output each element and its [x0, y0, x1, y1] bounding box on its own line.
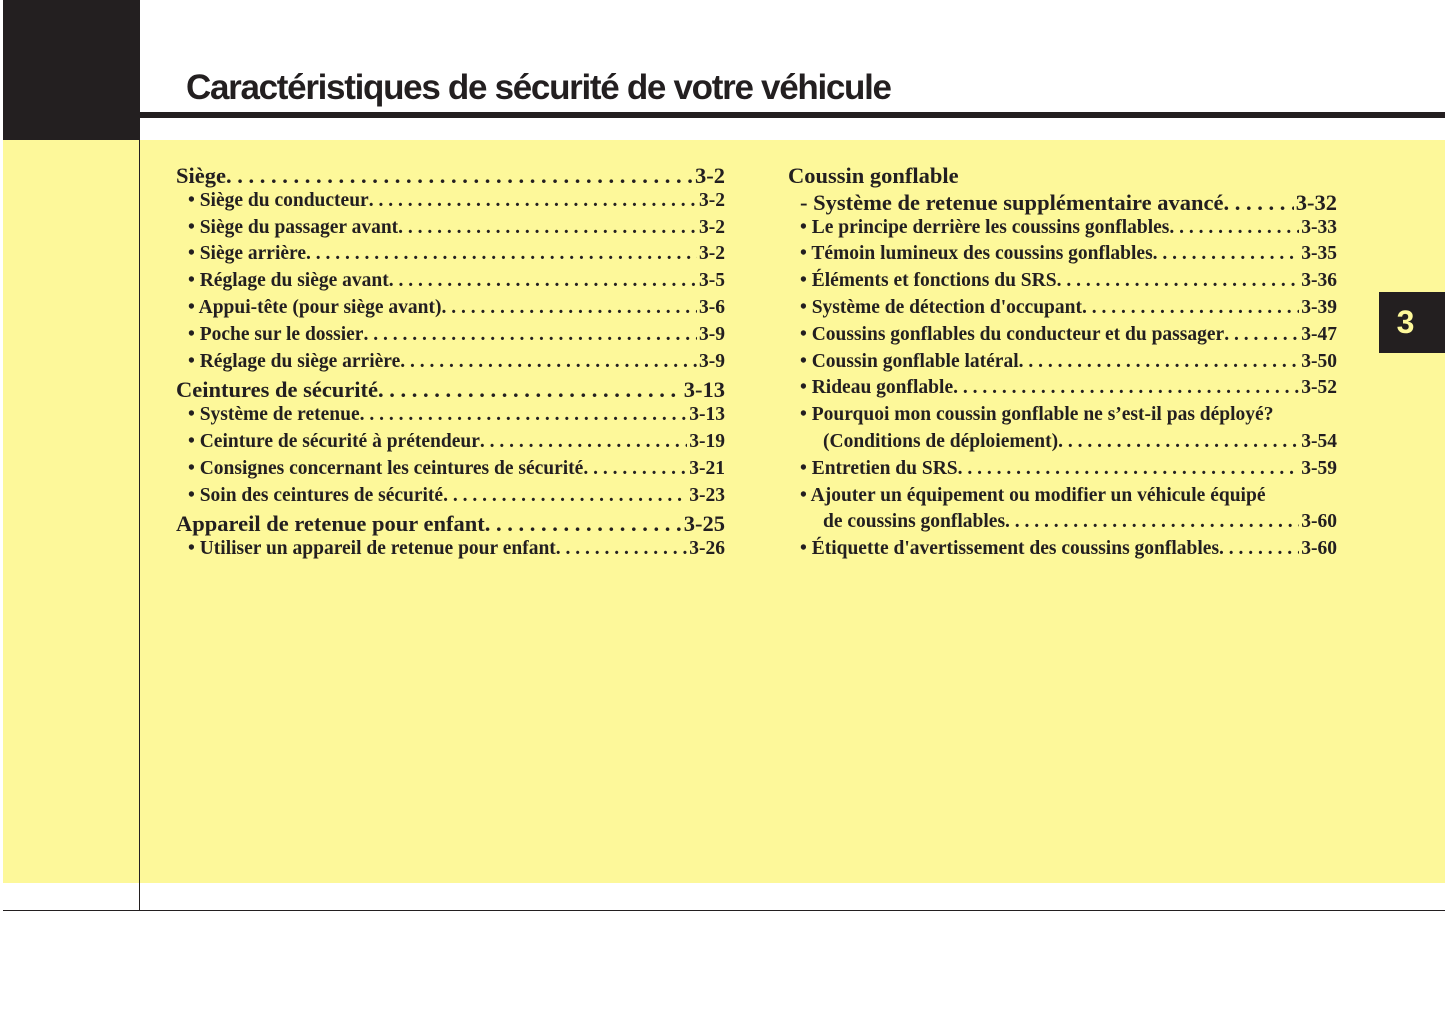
- margin-divider: [139, 140, 140, 911]
- toc-entry[interactable]: • Réglage du siège avant . . . 3-5: [176, 270, 725, 297]
- toc-entry[interactable]: • Le principe derrière les coussins gonflables . . . 3-33: [788, 217, 1337, 244]
- title-underline: [140, 112, 1445, 118]
- toc-entry[interactable]: • Système de retenue . . . 3-13: [176, 404, 725, 431]
- toc-entry[interactable]: • Étiquette d'avertissement des coussins gonflables . . . 3-60: [788, 538, 1337, 565]
- page-title: Caractéristiques de sécurité de votre véhicule: [186, 68, 891, 107]
- toc-entry[interactable]: • Ajouter un équipement ou modifier un véhicule équipé: [800, 484, 1266, 506]
- toc-entry[interactable]: • Poche sur le dossier . . . 3-9: [176, 324, 725, 351]
- toc-entry[interactable]: • Ceinture de sécurité à prétendeur . . . 3-19: [176, 431, 725, 458]
- toc-entry-appareil-retenue[interactable]: Appareil de retenue pour enfant . . . 3-25: [176, 511, 725, 538]
- toc-right-column: [788, 163, 1337, 565]
- toc-entry[interactable]: - Système de retenue supplémentaire avancé . . . 3-32: [788, 190, 1337, 217]
- toc-entry[interactable]: • Système de détection d'occupant . . . 3-39: [788, 297, 1337, 324]
- toc-heading-coussin[interactable]: Coussin gonflable: [788, 163, 959, 188]
- toc-entry-ceintures[interactable]: Ceintures de sécurité . . . 3-13: [176, 377, 725, 404]
- toc-entry[interactable]: • Soin des ceintures de sécurité . . . 3-23: [176, 485, 725, 512]
- chapter-tab[interactable]: 3: [1379, 292, 1445, 353]
- toc-entry[interactable]: • Pourquoi mon coussin gonflable ne s’est-il pas déployé?: [800, 404, 1274, 426]
- toc-entry[interactable]: • Appui-tête (pour siège avant) . . . 3-6: [176, 297, 725, 324]
- toc-entry[interactable]: • Entretien du SRS . . . 3-59: [788, 458, 1337, 485]
- toc-entry[interactable]: • Consignes concernant les ceintures de sécurité . . . 3-21: [176, 458, 725, 485]
- toc-entry-siege[interactable]: Siège . . . 3-2: [176, 163, 725, 190]
- footer-rule: [3, 910, 1445, 911]
- toc-entry[interactable]: • Témoin lumineux des coussins gonflables . . . 3-35: [788, 243, 1337, 270]
- header-black-block: [3, 0, 140, 140]
- toc-entry[interactable]: • Siège du passager avant . . . 3-2: [176, 217, 725, 244]
- toc-entry-continued[interactable]: de coussins gonflables . . . 3-60: [788, 511, 1337, 538]
- toc-entry[interactable]: • Siège du conducteur . . . 3-2: [176, 190, 725, 217]
- toc-left-column: [176, 163, 725, 565]
- toc-entry[interactable]: • Rideau gonflable . . . 3-52: [788, 377, 1337, 404]
- toc-entry[interactable]: • Coussins gonflables du conducteur et du passager . . . 3-47: [788, 324, 1337, 351]
- toc-entry[interactable]: • Éléments et fonctions du SRS . . . 3-36: [788, 270, 1337, 297]
- toc-entry[interactable]: • Coussin gonflable latéral . . . 3-50: [788, 351, 1337, 378]
- toc-entry[interactable]: • Utiliser un appareil de retenue pour enfant . . . 3-26: [176, 538, 725, 565]
- toc-entry[interactable]: • Réglage du siège arrière . . . 3-9: [176, 351, 725, 378]
- toc-entry-continued[interactable]: (Conditions de déploiement) . . . 3-54: [788, 431, 1337, 458]
- toc-entry[interactable]: • Siège arrière . . . 3-2: [176, 243, 725, 270]
